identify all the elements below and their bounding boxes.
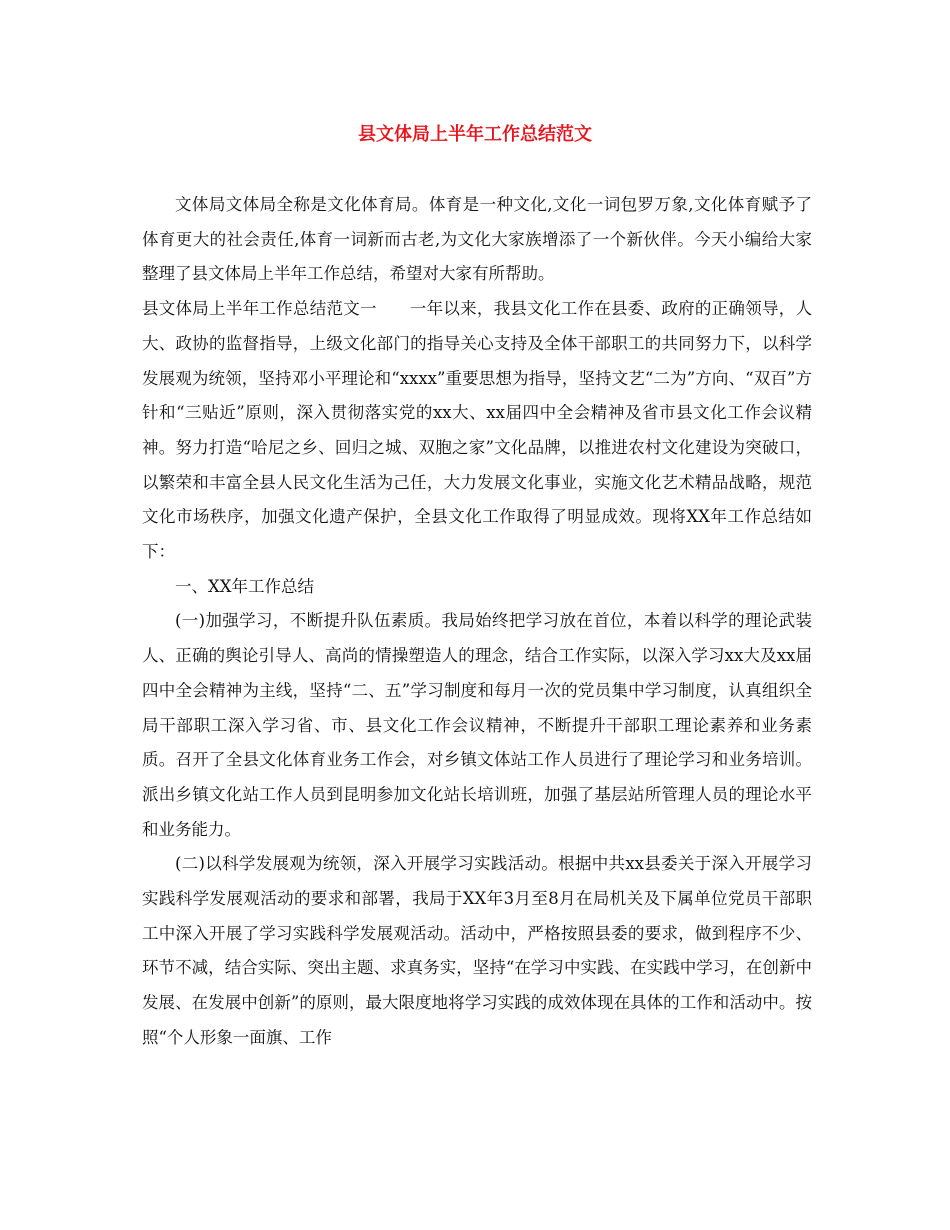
paragraph-learning: (一)加强学习，不断提升队伍素质。我局始终把学习放在首位，本着以科学的理论武装人、正确的舆论引导人、高尚的情操塑造人的理念，结合工作实际，以深入学习xx大及xx届四中全会精神为主线，坚持“二、五”学习制度和每月一次的党员集中学习制度，认真组织全局干部职工深入学习省、市、县文化工作会议精神，不断提升干部职工理论素养和业务素质。召开了全县文化体育业务工作会，对乡镇文体站工作人员进行了理论学习和业务培训。派出乡镇文化站工作人员到昆明参加文化站长培训班，加强了基层站所管理人员的理论水平和业务能力。 xyxy=(142,611,812,839)
section-body: 一年以来，我县文化工作在县委、政府的正确领导，人大、政协的监督指导，上级文化部门的指导关心支持及全体干部职工的共同努力下，以科学发展观为统领，坚持邓小平理论和“xxxx”重要思想为指导，坚持文艺“二为”方向、“双百”方针和“三贴近”原则，深入贯彻落实党的xx大、xx届四中全会精神及省市县文化工作会议精神。努力打造“哈尼之乡、回归之城、双胞之家”文化品牌，以推进农村文化建设为突破口，以繁荣和丰富全县人民文化生活为己任，大力发展文化事业，实施文化艺术精品战略，规范文化市场秩序，加强文化遗产保护，全县文化工作取得了明显成效。现将XX年工作总结如下： xyxy=(142,299,813,562)
document-title: 县文体局上半年工作总结范文 xyxy=(358,124,592,145)
section-label: 县文体局上半年工作总结范文一 xyxy=(142,299,377,319)
section-heading: 一、XX年工作总结 xyxy=(175,576,314,596)
intro-paragraph: 文体局文体局全称是文化体育局。体育是一种文化,文化一词包罗万象,文化体育赋予了体育更大的社会责任,体育一词新而古老,为文化大家族增添了一个新伙伴。今天小编给大家整理了县文体局上半年工作总结，希望对大家有所帮助。 xyxy=(142,195,812,284)
section-paragraph xyxy=(142,292,812,570)
paragraph-practice: (二)以科学发展观为统领，深入开展学习实践活动。根据中共xx县委关于深入开展学习实践科学发展观活动的要求和部署，我局于XX年3月至8月在局机关及下属单位党员干部职工中深入开展了学习实践科学发展观活动。活动中，严格按照县委的要求，做到程序不少、环节不减，结合实际、突出主题、求真务实，坚持“在学习中实践、在实践中学习，在创新中发展、在发展中创新”的原则，最大限度地将学习实践的成效体现在具体的工作和活动中。按照“个人形象一面旗、工作 xyxy=(142,854,812,1047)
document-body xyxy=(142,188,812,1056)
